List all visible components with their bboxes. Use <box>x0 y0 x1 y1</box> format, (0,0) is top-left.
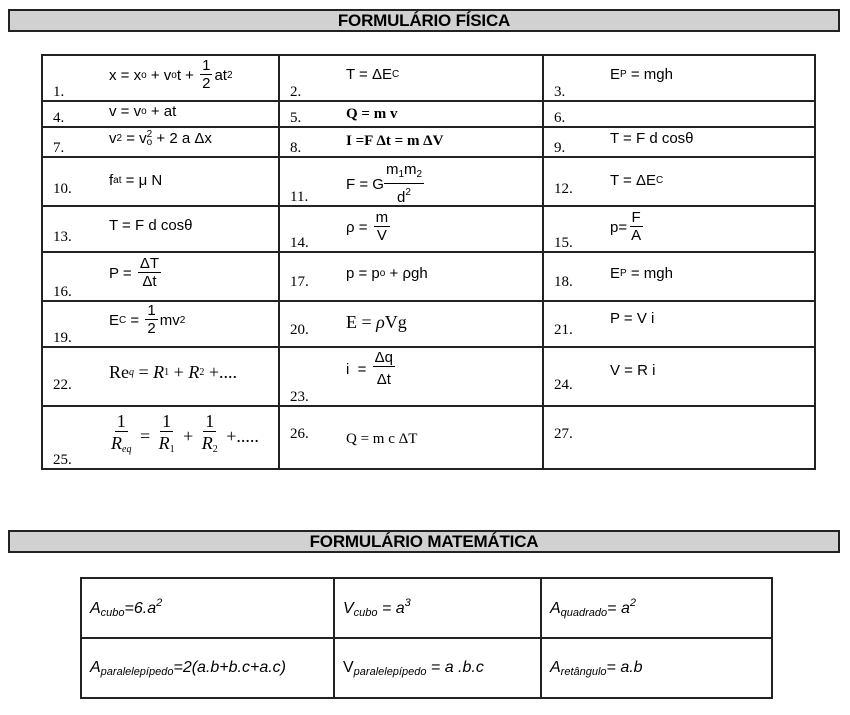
formula-number: 2. <box>290 84 302 100</box>
formula-cell-22 <box>42 347 279 406</box>
table-row <box>42 101 815 127</box>
formula-number: 9. <box>554 140 566 156</box>
formula-number: 23. <box>290 389 309 405</box>
formula: E C = $\frac{1}{2}$ mv 2 <box>109 302 186 337</box>
formula-number: 8. <box>290 140 302 156</box>
formula-number: 25. <box>53 452 72 468</box>
formula-cell-11 <box>279 157 543 206</box>
formula-number: 12. <box>554 181 573 197</box>
formula-number: 16. <box>53 284 72 300</box>
formula: p= $\frac{F}{A}$ <box>610 209 642 244</box>
formula-number: 7. <box>53 140 65 156</box>
formula-number: 10. <box>53 181 72 197</box>
table-row <box>42 55 815 101</box>
formula: $\frac{1}{R_{eq}}$ = $\frac{1}{R_1}$ + $\frac{1}{R_2}$ +..... <box>111 411 259 455</box>
formula: V = R i <box>610 362 656 379</box>
formula-cell-24 <box>543 347 815 406</box>
formula-number: 5. <box>290 110 302 126</box>
formula-cell-13 <box>42 206 279 252</box>
formula-number: 15. <box>554 235 573 251</box>
math-formulas-title: FORMULÁRIO MATEMÁTICA <box>8 530 840 553</box>
math-cell-area-cube: $A_{cubo}=6.a^2$ <box>81 578 334 638</box>
formula: x = x o + v o t + $\frac{1}{2}$ at 2 <box>109 57 233 92</box>
formula: Q = m c ΔT <box>346 431 418 447</box>
formula-number: 27. <box>554 426 573 442</box>
formula: E P = mgh <box>610 265 673 282</box>
physics-formula-table <box>41 54 816 470</box>
formula-cell-12 <box>543 157 815 206</box>
formula-number: 21. <box>554 322 573 338</box>
formula: T = ΔE C <box>346 66 400 83</box>
math-cell-area-square: $A_{quadrado}= a^2$ <box>541 578 772 638</box>
formula-cell-26 <box>279 406 543 469</box>
formula: i = $\frac{\Delta q}{\Delta t}$ <box>346 349 393 388</box>
formula-cell-27 <box>543 406 815 469</box>
formula: F = G $\frac{m_1m_2}{d^2}$ <box>346 161 423 206</box>
formula: p = p o + ρgh <box>346 265 428 282</box>
formula: E = ρ Vg <box>346 312 407 332</box>
table-row <box>81 638 772 698</box>
formula: ρ = $\frac{m}{V}$ <box>346 209 389 244</box>
formula-cell-4 <box>42 101 279 127</box>
table-row <box>42 157 815 206</box>
formula-cell-2 <box>279 55 543 101</box>
formula-number: 26. <box>290 426 309 442</box>
formula-number: 6. <box>554 110 566 126</box>
formula-cell-9 <box>543 127 815 157</box>
math-cell-area-parallelepiped: $A_{paralelepípedo}=2(a.b+b.c+a.c)$ <box>81 638 334 698</box>
formula-cell-18 <box>543 252 815 301</box>
formula-cell-1 <box>42 55 279 101</box>
formula-cell-14 <box>279 206 543 252</box>
formula-cell-19 <box>42 301 279 347</box>
formula-cell-17 <box>279 252 543 301</box>
formula: T = ΔE C <box>610 172 664 189</box>
formula: Q = m v <box>346 106 398 122</box>
formula-number: 20. <box>290 322 309 338</box>
math-cell-volume-cube: $V_{cubo} = a^3$ <box>334 578 541 638</box>
formula-number: 22. <box>53 377 72 393</box>
formula-number: 17. <box>290 274 309 290</box>
table-row <box>42 406 815 469</box>
formula: Re q = R 1 + R 2 +.... <box>109 362 237 382</box>
table-row <box>81 578 772 638</box>
formula-cell-5 <box>279 101 543 127</box>
formula: v 2 = v 2 o + 2 a Δx <box>109 128 212 148</box>
table-row <box>42 127 815 157</box>
formula-cell-10 <box>42 157 279 206</box>
formula-cell-20 <box>279 301 543 347</box>
formula: f at = μ N <box>109 172 163 189</box>
table-row <box>42 347 815 406</box>
formula-number: 13. <box>53 229 72 245</box>
formula-cell-21 <box>543 301 815 347</box>
formula-number: 3. <box>554 84 566 100</box>
formula: E P = mgh <box>610 66 673 83</box>
formula-number: 1. <box>53 84 65 100</box>
formula: I =F Δt = m ΔV <box>346 133 444 149</box>
formula-number: 4. <box>53 110 65 126</box>
formula-number: 19. <box>53 330 72 346</box>
formula-cell-23 <box>279 347 543 406</box>
physics-formulas-title: FORMULÁRIO FÍSICA <box>8 9 840 32</box>
formula: v = v o + at <box>109 103 177 120</box>
math-formula-table <box>80 577 773 699</box>
formula: P = V i <box>610 310 655 327</box>
math-cell-area-rectangle: $A_{retângulo}= a.b$ <box>541 638 772 698</box>
formula: T = F d cosθ <box>109 217 193 234</box>
math-cell-volume-parallelepiped: $V_{paralelepípedo} = a$ .b.c <box>334 638 541 698</box>
formula: P = $\frac{\Delta T}{\Delta t}$ <box>109 255 160 290</box>
formula: T = F d cosθ <box>610 130 694 147</box>
formula-cell-6 <box>543 101 815 127</box>
formula-cell-8 <box>279 127 543 157</box>
formula-number: 18. <box>554 274 573 290</box>
formula-number: 24. <box>554 377 573 393</box>
formula-number: 14. <box>290 235 309 251</box>
table-row <box>42 301 815 347</box>
formula-cell-3 <box>543 55 815 101</box>
formula-number: 11. <box>290 189 309 205</box>
formula-cell-15 <box>543 206 815 252</box>
formula-cell-7 <box>42 127 279 157</box>
table-row <box>42 206 815 252</box>
table-row <box>42 252 815 301</box>
formula-cell-16 <box>42 252 279 301</box>
formula-cell-25 <box>42 406 279 469</box>
